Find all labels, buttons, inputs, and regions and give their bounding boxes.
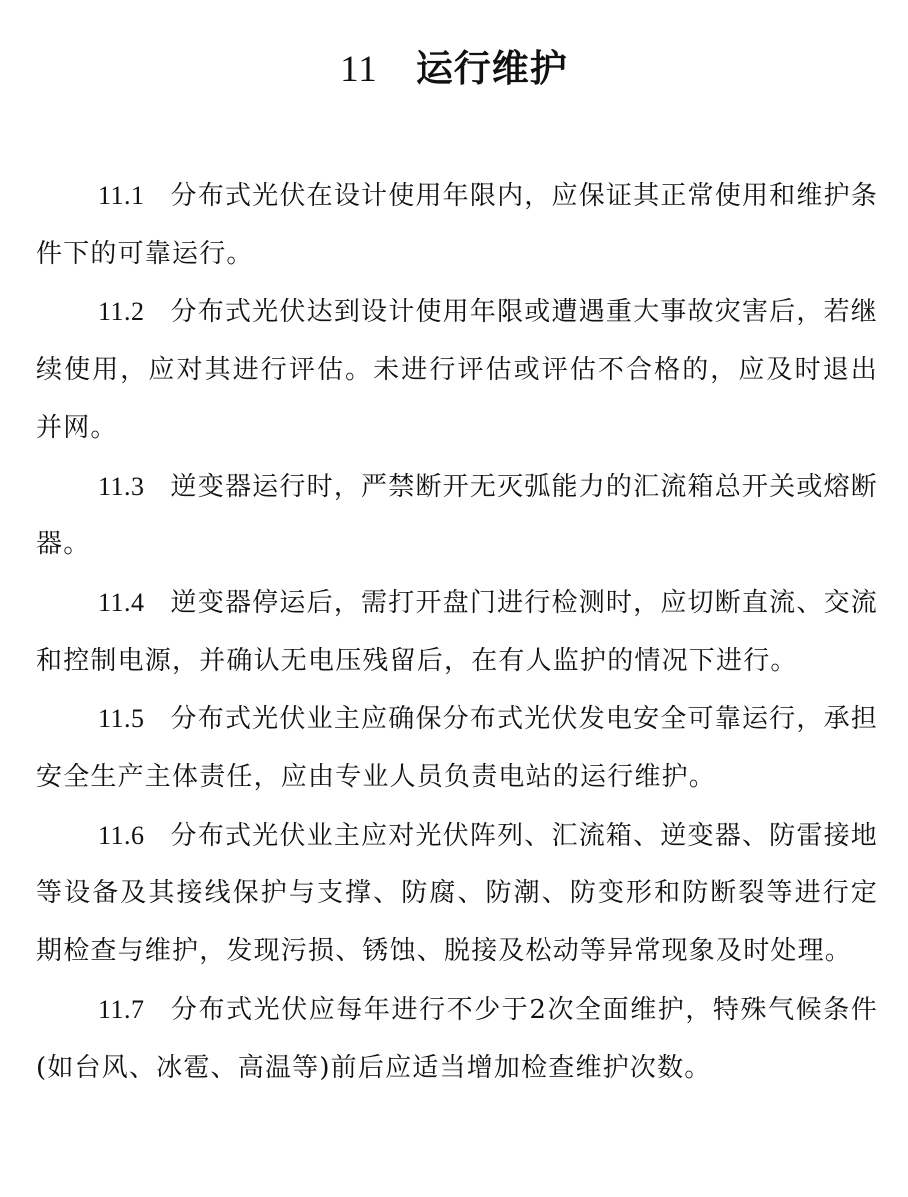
clause-11-6: [36, 807, 878, 981]
clause-text: 逆变器停运后，需打开盘门进行检测时，应切断直流、交流和控制电源，并确认无电压残留后，在有人监护的情况下进行。: [36, 587, 878, 676]
clause-number: 11.4: [98, 587, 145, 617]
clause-number: 11.2: [98, 297, 145, 327]
clause-11-7: [36, 981, 878, 1097]
clause-number: 11.3: [98, 471, 145, 501]
section-number: 11: [340, 49, 378, 90]
clause-11-4: [36, 574, 878, 690]
clause-text: 分布式光伏业主应确保分布式光伏发电安全可靠运行，承担安全生产主体责任，应由专业人员负责电站的运行维护。: [36, 704, 878, 793]
section-title: 运行维护: [415, 46, 568, 90]
clause-text: 分布式光伏应每年进行不少于2次全面维护，特殊气候条件(如台风、冰雹、高温等)前后应适当增加检查维护次数。: [36, 994, 878, 1083]
section-body: [36, 167, 878, 1097]
clause-number: 11.5: [98, 704, 145, 734]
clause-11-2: [36, 283, 878, 457]
clause-text: 分布式光伏达到设计使用年限或遭遇重大事故灾害后，若继续使用，应对其进行评估。未进行评估或评估不合格的，应及时退出并网。: [36, 297, 878, 443]
watermark-fade: [718, 1137, 908, 1197]
clause-11-5: [36, 690, 878, 806]
clause-number: 11.6: [98, 820, 145, 850]
clause-number: 11.7: [98, 994, 145, 1024]
clause-text: 分布式光伏在设计使用年限内，应保证其正常使用和维护条件下的可靠运行。: [36, 181, 878, 269]
section-heading: [0, 40, 908, 98]
clause-11-3: [36, 458, 878, 574]
clause-11-1: [36, 167, 878, 283]
clause-number: 11.1: [98, 181, 145, 210]
clause-text: 逆变器运行时，严禁断开无灭弧能力的汇流箱总开关或熔断器。: [36, 471, 878, 560]
clause-text: 分布式光伏业主应对光伏阵列、汇流箱、逆变器、防雷接地等设备及其接线保护与支撑、防腐、防潮、防变形和防断裂等进行定期检查与维护，发现污损、锈蚀、脱接及松动等异常现象及时处理。: [36, 820, 878, 967]
